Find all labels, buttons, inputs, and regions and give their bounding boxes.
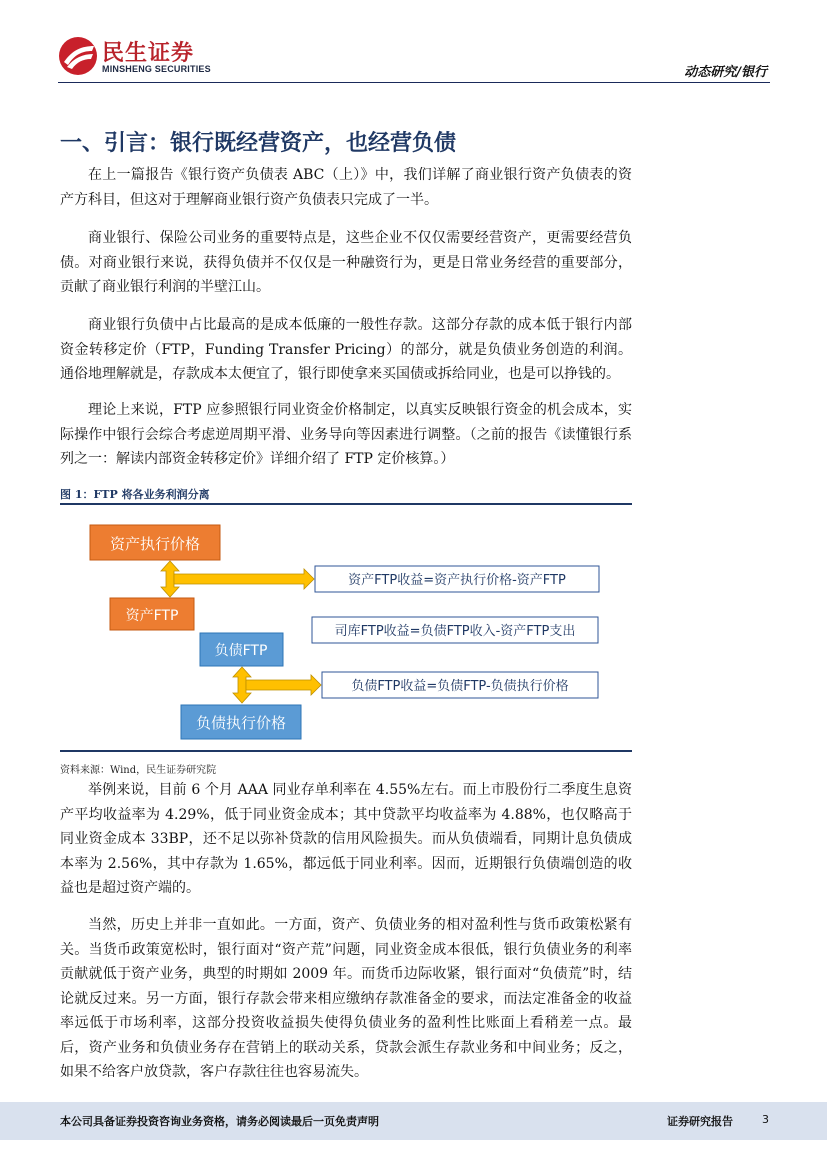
asset-exec-price-box xyxy=(90,525,220,560)
treasury-income-formula: 司库FTP收益=负债FTP收入-资产FTP支出 xyxy=(334,624,576,639)
liability-income-formula: 负债FTP收益=负债FTP-负债执行价格 xyxy=(351,679,569,694)
ftp-diagram xyxy=(60,505,632,749)
header-divider xyxy=(58,82,770,83)
section-title: 一、引言：银行既经营资产，也经营负债 xyxy=(60,131,457,156)
liability-horizontal-arrow xyxy=(246,675,321,695)
asset-horizontal-arrow xyxy=(174,569,314,589)
page-footer xyxy=(0,1102,827,1140)
logo-english-name: MINSHENG SECURITIES xyxy=(102,64,211,74)
figure-title: 图 1：FTP 将各业务利润分离 xyxy=(60,488,210,501)
asset-exec-price-label: 资产执行价格 xyxy=(109,535,201,553)
paragraph-3: 商业银行负债中占比最高的是成本低廉的一般性存款。这部分存款的成本低于银行内部资金转移定价（FTP，Funding Transfer Pricing）的部分，就是负债业务创造的利润。通俗地理解就是，存款成本太便宜了，银行即使拿来买国债或拆给同业，也是可以挣钱的。 xyxy=(60,317,632,382)
company-logo xyxy=(58,36,218,80)
liability-income-formula-box xyxy=(322,672,598,698)
footer-disclaimer: 本公司具备证券投资咨询业务资格，请务必阅读最后一页免责声明 xyxy=(60,1115,379,1128)
minsheng-logo-icon xyxy=(58,36,98,76)
report-type: 动态研究/银行 xyxy=(684,65,767,80)
asset-income-formula: 资产FTP收益=资产执行价格-资产FTP xyxy=(348,573,566,588)
figure-source: 资料来源：Wind，民生证券研究院 xyxy=(60,765,217,776)
paragraph-5: 举例来说，目前 6 个月 AAA 同业存单利率在 4.55%左右。而上市股份行二季度生息资产平均收益率为 4.29%，低于同业资金成本；其中贷款平均收益率为 4.88%，也仅略高于同业资金成本 33BP，还不足以弥补贷款的信用风险损失。而从负债端看，同期计息负债成本率为 2.56%，其中存款为 1.65%，都远低于同业利率。因而，近期银行负债端创造的收益也是超过资产端的。 xyxy=(60,782,632,896)
paragraph-6: 当然，历史上并非一直如此。一方面，资产、负债业务的相对盈利性与货币政策松紧有关。当货币政策宽松时，银行面对“资产荒”问题，同业资金成本很低，银行负债业务的利率贡献就低于资产业务，典型的时期如 2009 年。而货币边际收紧，银行面对“负债荒”时，结论就反过来。另一方面，银行存款会带来相应缴纳存款准备金的要求，而法定准备金的收益率远低于市场利率，这部分投资收益损失使得负债业务的盈利性比账面上看稍差一点。最后，资产业务和负债业务存在营销上的联动关系，贷款会派生存款业务和中间业务；反之，如果不给客户放贷款，客户存款往往也容易流失。 xyxy=(60,917,632,1080)
paragraph-4: 理论上来说，FTP 应参照银行同业资金价格制定，以真实反映银行资金的机会成本，实际操作中银行会综合考虑逆周期平滑、业务导向等因素进行调整。（之前的报告《读懂银行系列之一：解读内部资金转移定价》详细介绍了 FTP 定价核算。） xyxy=(60,402,632,467)
logo-chinese-name: 民生证券 xyxy=(102,41,195,66)
asset-income-formula-box xyxy=(315,566,599,592)
liability-exec-price-box xyxy=(181,705,301,739)
asset-ftp-box xyxy=(110,598,194,630)
treasury-income-formula-box xyxy=(312,617,598,643)
liability-ftp-label: 负债FTP xyxy=(214,643,268,659)
paragraph-2: 商业银行、保险公司业务的重要特点是，这些企业不仅仅需要经营资产，更需要经营负债。对商业银行来说，获得负债并不仅仅是一种融资行为，更是日常业务经营的重要部分，贡献了商业银行利润的半壁江山。 xyxy=(60,230,632,295)
page-header xyxy=(0,0,827,90)
page-number: 3 xyxy=(762,1113,769,1126)
footer-report-label: 证券研究报告 xyxy=(667,1115,733,1128)
liability-exec-price-label: 负债执行价格 xyxy=(195,714,287,732)
paragraph-1: 在上一篇报告《银行资产负债表 ABC（上）》中，我们详解了商业银行资产负债表的资产方科目，但这对于理解商业银行资产负债表只完成了一半。 xyxy=(60,167,632,208)
liability-ftp-box xyxy=(200,633,283,666)
figure-bottom-rule xyxy=(60,750,632,752)
asset-ftp-label: 资产FTP xyxy=(125,608,179,624)
